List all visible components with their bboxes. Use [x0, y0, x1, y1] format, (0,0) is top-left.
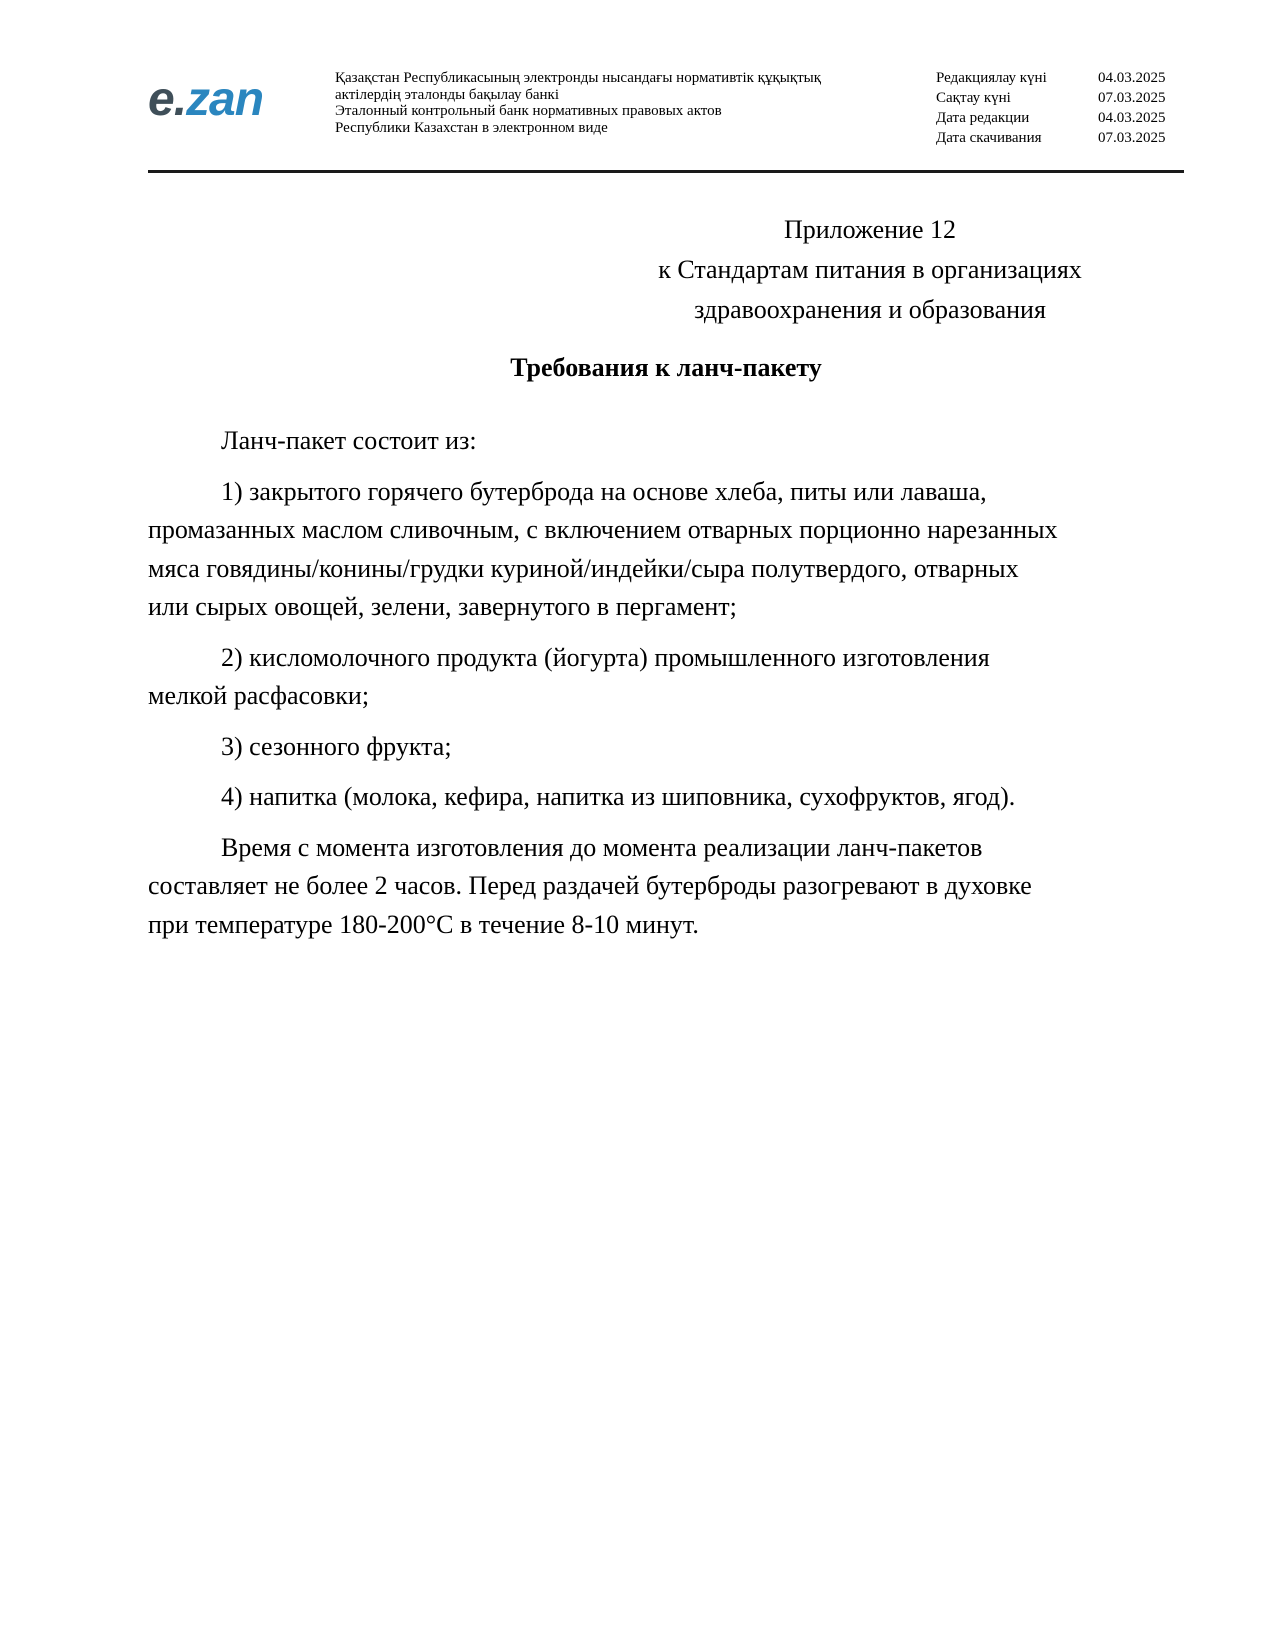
meta-label: Редакциялау күні — [936, 70, 1047, 86]
text-line: 2) кисломолочного продукта (йогурта) промышленного изготовления — [221, 642, 990, 672]
bank-description-line: Қазақстан Республикасының электронды нысандағы нормативтік құқықтық — [335, 70, 822, 86]
meta-label: Дата скачивания — [936, 130, 1042, 146]
text-line: Ланч-пакет состоит из: — [221, 426, 477, 455]
meta-value: 07.03.2025 — [1098, 90, 1166, 106]
document-header — [148, 66, 1184, 166]
appendix-reference — [560, 210, 1180, 330]
text-line: промазанных маслом сливочным, с включением отварных порционно нарезанных — [148, 515, 1058, 544]
meta-value: 04.03.2025 — [1098, 70, 1166, 86]
paragraph-item-4 — [148, 778, 1184, 817]
appendix-line: здравоохранения и образования — [694, 295, 1046, 324]
paragraph-item-3 — [148, 728, 1184, 767]
meta-row-edit-date-kz — [936, 68, 1186, 88]
meta-value: 04.03.2025 — [1098, 110, 1166, 126]
meta-row-edit-date-ru — [936, 108, 1186, 128]
text-line: 4) напитка (молока, кефира, напитка из шиповника, сухофруктов, ягод). — [221, 782, 1016, 811]
logo-part-zan: zan — [186, 73, 264, 126]
text-line: составляет не более 2 часов. Перед раздачей бутерброды разогревают в духовке — [148, 871, 1032, 900]
bank-description — [335, 70, 895, 136]
text-line: Время с момента изготовления до момента реализации ланч-пакетов — [221, 832, 983, 862]
appendix-number: Приложение 12 — [783, 215, 957, 244]
text-line: или сырых овощей, зелени, завернутого в пергамент; — [148, 592, 737, 621]
text-line: 1) закрытого горячего бутерброда на основе хлеба, питы или лаваша, — [221, 476, 987, 506]
ezan-logo — [148, 73, 264, 126]
text-line: мелкой расфасовки; — [148, 681, 370, 710]
meta-row-download-date-ru — [936, 128, 1186, 148]
header-divider — [148, 170, 1184, 173]
paragraph-intro — [148, 422, 1184, 461]
meta-row-save-date-kz — [936, 88, 1186, 108]
meta-label: Дата редакции — [936, 110, 1030, 126]
text-line: 3) сезонного фрукта; — [221, 731, 452, 761]
document-body — [148, 422, 1184, 956]
paragraph-item-1 — [148, 473, 1184, 627]
date-metadata-table — [936, 68, 1186, 148]
bank-description-line: актілердің эталонды бақылау банкі — [335, 86, 559, 103]
appendix-line: к Стандартам питания в организациях — [658, 255, 1082, 284]
text-line: при температуре 180-200°С в течение 8-10 минут. — [148, 909, 699, 939]
logo-part-e: e. — [148, 73, 187, 126]
bank-description-line: Республики Казахстан в электронном виде — [335, 119, 608, 136]
bank-description-line: Эталонный контрольный банк нормативных правовых актов — [335, 103, 722, 119]
paragraph-timing — [148, 829, 1184, 945]
text-line: мяса говядины/конины/грудки куриной/индейки/сыра полутвердого, отварных — [148, 553, 1019, 583]
meta-value: 07.03.2025 — [1098, 130, 1166, 146]
meta-label: Сақтау күні — [936, 90, 1011, 106]
paragraph-item-2 — [148, 639, 1184, 716]
document-title: Требования к ланч-пакету — [510, 353, 822, 382]
